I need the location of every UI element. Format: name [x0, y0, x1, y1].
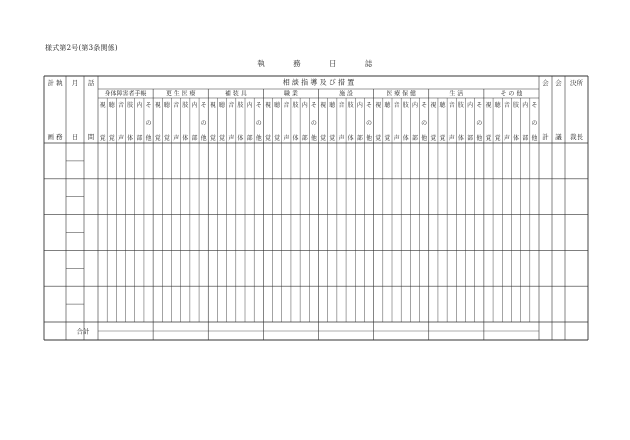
sub-header-bottom: 声 [393, 135, 400, 142]
category-label: 補 装 具 [224, 90, 247, 98]
consultation-title: 相 談 指 導 及 び 措 置 [282, 78, 355, 87]
sub-header-bottom: 覚 [430, 135, 437, 142]
sub-header-bottom: 覚 [209, 135, 216, 142]
sub-header-top: 聴 [108, 102, 115, 109]
sub-header-bottom: 体 [457, 135, 464, 142]
sub-header-bottom: 他 [145, 135, 152, 142]
sub-header-middle: の [255, 120, 262, 127]
sub-header-bottom: 部 [356, 135, 363, 142]
sub-header-top: 視 [430, 102, 437, 109]
sub-header-bottom: 体 [237, 135, 244, 142]
sub-header-top: 音 [283, 102, 290, 109]
sub-header-top: そ [531, 102, 538, 109]
sub-header-bottom: 覚 [99, 135, 106, 142]
sub-header-bottom: 声 [173, 135, 180, 142]
sub-header-top: 音 [448, 102, 455, 109]
accounting-header-bottom: 計 [542, 133, 549, 141]
sub-header-top: 視 [154, 102, 161, 109]
sub-header-bottom: 他 [366, 135, 373, 142]
sub-header-top: 視 [485, 102, 492, 109]
sub-header-top: 肢 [402, 102, 409, 109]
sub-header-top: 聴 [494, 102, 501, 109]
sub-header-bottom: 体 [513, 135, 520, 142]
approval-header: 決所 [570, 79, 583, 87]
sub-header-bottom: 声 [338, 135, 345, 142]
sub-header-middle: の [476, 120, 483, 127]
sub-header-bottom: 他 [531, 135, 538, 142]
sub-header-top: そ [310, 102, 317, 109]
sub-header-top: 聴 [274, 102, 281, 109]
sub-header-bottom: 部 [136, 135, 143, 142]
sub-header-top: 視 [264, 102, 271, 109]
month-header: 月 [71, 79, 79, 87]
sub-header-bottom: 体 [402, 135, 409, 142]
sub-header-bottom: 声 [448, 135, 455, 142]
sub-header-top: 聴 [329, 102, 336, 109]
category-label: 身体障害者手帳 [104, 90, 147, 98]
sub-header-top: 肢 [457, 102, 464, 109]
title-char: 務 [293, 59, 301, 68]
sub-header-top: 内 [356, 102, 363, 109]
sub-header-bottom: 体 [292, 135, 299, 142]
sub-header-top: 視 [375, 102, 382, 109]
sub-header-top: 音 [338, 102, 345, 109]
category-label: 職 業 [283, 90, 298, 98]
sub-header-bottom: 覚 [384, 135, 391, 142]
sub-header-bottom: 他 [255, 135, 262, 142]
sub-header-bottom: 声 [117, 135, 124, 142]
sub-header-top: 視 [209, 102, 216, 109]
keikaku-header-bottom: 画 務 [47, 133, 63, 141]
sub-header-bottom: 体 [182, 135, 189, 142]
total-label: 合計 [76, 327, 90, 336]
title-char: 執 [257, 59, 266, 68]
sub-header-top: 音 [117, 102, 124, 109]
sub-header-top: 聴 [219, 102, 226, 109]
sub-header-bottom: 声 [283, 135, 290, 142]
sub-header-middle: の [366, 120, 373, 127]
sub-header-bottom: 部 [191, 135, 198, 142]
sub-header-top: そ [145, 102, 152, 109]
sub-header-top: 内 [191, 102, 198, 109]
call-header-bottom: 問 [87, 133, 95, 141]
sub-header-bottom: 覚 [320, 135, 327, 142]
sub-header-top: 視 [320, 102, 327, 109]
sub-header-top: 肢 [237, 102, 244, 109]
meeting-header-bottom: 議 [555, 133, 562, 141]
sub-header-middle: の [310, 120, 317, 127]
category-label: 医 療 保 健 [386, 90, 417, 98]
sub-header-bottom: 他 [421, 135, 428, 142]
approval-header-bottom: 裁長 [570, 133, 583, 141]
form-number: 様式第2号(第3条関係) [45, 44, 118, 52]
sub-header-bottom: 他 [200, 135, 207, 142]
category-label: そ の 他 [500, 90, 523, 98]
category-label: 生 活 [449, 90, 464, 98]
sub-header-top: 肢 [292, 102, 299, 109]
sub-header-bottom: 覚 [485, 135, 492, 142]
sub-header-top: 肢 [127, 102, 134, 109]
sub-header-bottom: 部 [522, 135, 529, 142]
sub-header-top: 聴 [384, 102, 391, 109]
sub-header-bottom: 覚 [375, 135, 382, 142]
sub-header-top: そ [200, 102, 207, 109]
sub-header-bottom: 覚 [274, 135, 281, 142]
sub-header-bottom: 声 [503, 135, 510, 142]
category-label: 更 生 医 療 [165, 90, 196, 98]
sub-header-top: 音 [173, 102, 180, 109]
sub-header-bottom: 覚 [264, 135, 271, 142]
sub-header-bottom: 覚 [219, 135, 226, 142]
sub-header-bottom: 部 [301, 135, 308, 142]
sub-header-top: 内 [136, 102, 143, 109]
sub-header-bottom: 声 [228, 135, 235, 142]
sub-header-top: 聴 [163, 102, 170, 109]
sub-header-top: 内 [411, 102, 418, 109]
sub-header-bottom: 部 [467, 135, 474, 142]
accounting-header: 会 [542, 79, 549, 87]
sub-header-bottom: 覚 [163, 135, 170, 142]
sub-header-middle: の [421, 120, 428, 127]
sub-header-top: 内 [467, 102, 474, 109]
sub-header-bottom: 覚 [494, 135, 501, 142]
sub-header-bottom: 覚 [329, 135, 336, 142]
sub-header-top: そ [476, 102, 483, 109]
sub-header-bottom: 部 [246, 135, 253, 142]
sub-header-middle: の [531, 120, 538, 127]
category-label: 施 設 [339, 90, 354, 98]
sub-header-bottom: 体 [127, 135, 134, 142]
sub-header-bottom: 部 [411, 135, 418, 142]
sub-header-top: 音 [503, 102, 510, 109]
sub-header-top: 肢 [347, 102, 354, 109]
sub-header-bottom: 覚 [154, 135, 161, 142]
sub-header-top: 内 [301, 102, 308, 109]
sub-header-top: そ [255, 102, 262, 109]
sub-header-middle: の [145, 120, 152, 127]
sub-header-top: 音 [228, 102, 235, 109]
sub-header-top: 肢 [513, 102, 520, 109]
sub-header-top: 内 [522, 102, 529, 109]
title-char: 日 [329, 59, 337, 68]
sub-header-top: 視 [99, 102, 106, 109]
call-header: 話 [87, 79, 95, 87]
keikaku-header: 計 執 [47, 79, 63, 87]
sub-header-top: そ [366, 102, 373, 109]
sub-header-bottom: 他 [476, 135, 483, 142]
sub-header-middle: の [200, 120, 207, 127]
sub-header-bottom: 他 [310, 135, 317, 142]
sub-header-top: そ [421, 102, 428, 109]
sub-header-bottom: 覚 [439, 135, 446, 142]
sub-header-top: 音 [393, 102, 400, 109]
sub-header-bottom: 体 [347, 135, 354, 142]
title-char: 誌 [364, 59, 373, 68]
sub-header-top: 内 [246, 102, 253, 109]
sub-header-bottom: 覚 [108, 135, 115, 142]
sub-header-top: 聴 [439, 102, 446, 109]
sub-header-top: 肢 [182, 102, 189, 109]
meeting-header: 会 [555, 79, 562, 87]
day-header: 日 [71, 133, 79, 141]
